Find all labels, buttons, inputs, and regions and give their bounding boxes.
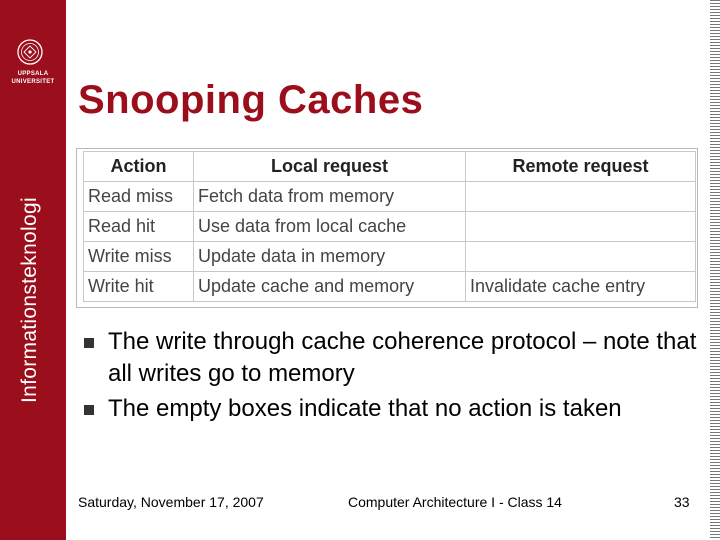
- protocol-table: [83, 151, 696, 302]
- footer-course-title: Computer Architecture I - Class 14: [348, 494, 562, 510]
- bullet-item: [84, 326, 714, 390]
- cell-action: Write miss: [84, 242, 194, 272]
- cell-local-request: Use data from local cache: [194, 212, 466, 242]
- cell-remote-request: [466, 242, 696, 272]
- footer-date: Saturday, November 17, 2007: [78, 494, 264, 510]
- slide-title: Snooping Caches: [78, 78, 424, 122]
- cell-remote-request: [466, 182, 696, 212]
- cell-local-request: Update cache and memory: [194, 272, 466, 302]
- cell-action: Read miss: [84, 182, 194, 212]
- table-row: [84, 182, 696, 212]
- logo-text-line-2: UNIVERSITET: [11, 79, 55, 85]
- square-bullet-icon: [84, 405, 94, 415]
- cell-remote-request: [466, 212, 696, 242]
- bullet-text: The write through cache coherence protocol – note that all writes go to memory: [108, 328, 697, 387]
- logo-text: [0, 70, 66, 86]
- square-bullet-icon: [84, 338, 94, 348]
- protocol-table-frame: [76, 148, 698, 308]
- table-row: [84, 212, 696, 242]
- sidebar-vertical-label: Informationsteknologi: [18, 197, 41, 403]
- table-row: [84, 242, 696, 272]
- header-remote-request: Remote request: [466, 152, 696, 182]
- cell-action: Read hit: [84, 212, 194, 242]
- bullet-list: [84, 326, 714, 428]
- sidebar: [0, 0, 66, 540]
- right-decorative-border: [710, 0, 720, 540]
- cell-local-request: Update data in memory: [194, 242, 466, 272]
- logo-text-line-1: UPPSALA: [17, 71, 49, 77]
- table-header-row: [84, 152, 696, 182]
- bullet-text: The empty boxes indicate that no action is taken: [108, 395, 622, 422]
- header-action: Action: [84, 152, 194, 182]
- university-seal-icon: [12, 38, 48, 96]
- cell-remote-request: Invalidate cache entry: [466, 272, 696, 302]
- cell-action: Write hit: [84, 272, 194, 302]
- cell-local-request: Fetch data from memory: [194, 182, 466, 212]
- table-row: [84, 272, 696, 302]
- footer-page-number: 33: [674, 494, 690, 510]
- header-local-request: Local request: [194, 152, 466, 182]
- bullet-item: [84, 393, 714, 425]
